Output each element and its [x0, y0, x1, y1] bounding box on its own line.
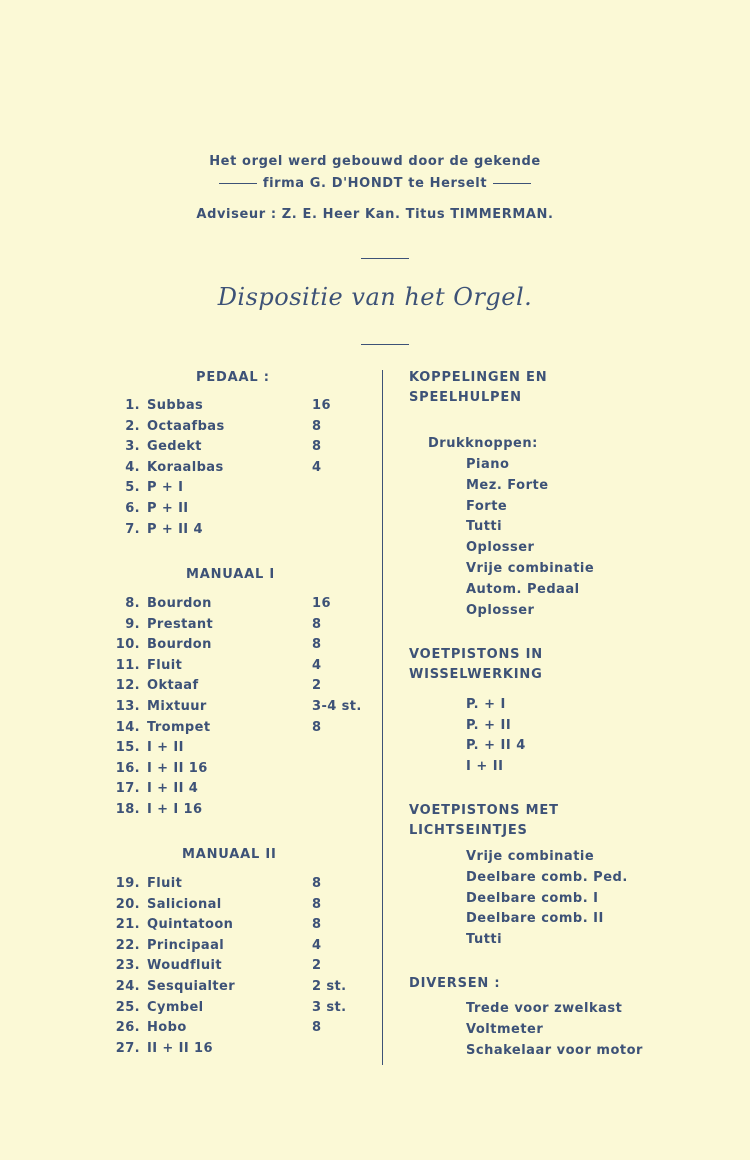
- stop-name: Woudfluit: [147, 958, 223, 974]
- divider-bottom: [361, 344, 409, 345]
- stop-name: P + II 4: [147, 521, 203, 537]
- stop-pitch: 8: [312, 917, 322, 933]
- list-item: Vrije combinatie: [466, 849, 595, 864]
- stop-row: [0, 781, 380, 801]
- stop-row: [0, 876, 380, 896]
- stop-number: 4.: [125, 459, 140, 475]
- list-item: Piano: [466, 457, 510, 472]
- stop-number: 3.: [125, 439, 140, 455]
- stop-row: [0, 480, 380, 500]
- stop-number: 12.: [115, 678, 140, 694]
- stop-row: [0, 1041, 380, 1061]
- stop-number: 16.: [115, 760, 140, 776]
- stop-name: Octaafbas: [147, 418, 225, 434]
- stop-number: 5.: [125, 480, 140, 496]
- stop-row: [0, 1000, 380, 1020]
- stop-number: 23.: [115, 958, 140, 974]
- stop-row: [0, 658, 380, 678]
- stop-row: [0, 419, 380, 439]
- stop-row: [0, 897, 380, 917]
- stop-name: I + II 16: [147, 760, 208, 776]
- list-item: Tutti: [466, 519, 503, 535]
- stop-number: 11.: [115, 657, 140, 673]
- stop-number: 26.: [115, 1020, 140, 1036]
- stop-row: [0, 439, 380, 459]
- stop-row: [0, 761, 380, 781]
- diversen-heading: DIVERSEN :: [409, 976, 501, 991]
- stop-number: 15.: [115, 740, 140, 756]
- stop-name: Koraalbas: [147, 459, 224, 475]
- stop-row: [0, 501, 380, 521]
- stop-row: [0, 802, 380, 822]
- stop-pitch: 3 st.: [312, 999, 347, 1015]
- stop-pitch: 8: [312, 719, 322, 735]
- stop-number: 27.: [115, 1040, 140, 1056]
- stop-name: Prestant: [147, 616, 214, 632]
- stop-pitch: 2 st.: [312, 979, 347, 994]
- stop-name: Principaal: [147, 937, 225, 953]
- stop-name: Hobo: [147, 1020, 187, 1036]
- list-item: I + II: [466, 758, 504, 774]
- pedaal-heading: PEDAAL :: [196, 370, 270, 385]
- stop-pitch: 4: [312, 657, 322, 673]
- firm-name: firma G. D'HONDT te Herselt: [262, 176, 488, 191]
- voetpistons-licht-heading-2: LICHTSEINTJES: [409, 823, 528, 838]
- stop-number: 18.: [115, 802, 140, 817]
- stop-pitch: 3-4 st.: [312, 699, 362, 714]
- list-item: Tutti: [466, 932, 503, 948]
- stop-row: [0, 938, 380, 958]
- stop-number: 2.: [125, 418, 140, 434]
- stop-pitch: 8: [312, 418, 322, 434]
- list-item: Autom. Pedaal: [466, 581, 580, 597]
- stop-name: Oktaaf: [147, 678, 199, 694]
- stop-number: 17.: [115, 781, 140, 797]
- stop-name: Fluit: [147, 876, 183, 891]
- stop-number: 24.: [115, 979, 140, 994]
- drukknoppen-subheading: Drukknoppen:: [428, 436, 538, 451]
- stop-row: [0, 398, 380, 418]
- stop-number: 22.: [115, 937, 140, 953]
- stop-name: Quintatoon: [147, 917, 234, 933]
- stop-pitch: 8: [312, 616, 322, 632]
- stop-number: 10.: [115, 637, 140, 653]
- stop-name: II + II 16: [147, 1040, 213, 1056]
- stop-number: 13.: [115, 699, 140, 714]
- manuaal2-heading: MANUAAL II: [182, 847, 277, 862]
- stop-pitch: 2: [312, 958, 322, 974]
- stop-name: Salicional: [147, 896, 222, 912]
- stop-name: I + I 16: [147, 802, 203, 817]
- list-item: P. + II: [466, 717, 512, 733]
- stop-name: Bourdon: [147, 596, 212, 611]
- voetpistons-licht-heading-1: VOETPISTONS MET: [409, 803, 559, 818]
- stop-name: Bourdon: [147, 637, 212, 653]
- stop-pitch: 8: [312, 1020, 322, 1036]
- stop-row: [0, 720, 380, 740]
- page-title: Dispositie van het Orgel.: [217, 283, 533, 311]
- voetpistons-wissel-heading-2: WISSELWERKING: [409, 667, 543, 682]
- stop-number: 25.: [115, 999, 140, 1015]
- stop-row: [0, 740, 380, 760]
- list-item: Oplosser: [466, 602, 535, 618]
- stop-row: [0, 678, 380, 698]
- stop-row: [0, 637, 380, 657]
- list-item: Deelbare comb. Ped.: [466, 869, 628, 885]
- stop-pitch: 4: [312, 459, 322, 475]
- stop-pitch: 8: [312, 876, 322, 891]
- right-dash: [493, 183, 531, 184]
- list-item: Forte: [466, 498, 508, 514]
- koppelingen-heading-1: KOPPELINGEN EN: [409, 370, 548, 385]
- stop-row: [0, 522, 380, 542]
- stop-row: [0, 958, 380, 978]
- stop-number: 14.: [115, 719, 140, 735]
- list-item: Mez. Forte: [466, 477, 549, 493]
- intro-line-firm: [0, 176, 750, 191]
- manuaal1-heading: MANUAAL I: [186, 567, 276, 582]
- stop-pitch: 4: [312, 937, 322, 953]
- stop-name: Gedekt: [147, 439, 202, 455]
- stop-row: [0, 979, 380, 999]
- stop-name: Fluit: [147, 657, 183, 673]
- stop-pitch: 8: [312, 637, 322, 653]
- stop-name: P + II: [147, 501, 189, 516]
- stop-number: 19.: [115, 876, 140, 891]
- intro-line-adviser: Adviseur : Z. E. Heer Kan. Titus TIMMERMAN.: [196, 207, 554, 222]
- voetpistons-wissel-heading-1: VOETPISTONS IN: [409, 647, 543, 662]
- stop-number: 9.: [125, 616, 140, 632]
- stop-name: Cymbel: [147, 999, 204, 1015]
- stop-row: [0, 1020, 380, 1040]
- list-item: Deelbare comb. I: [466, 890, 599, 906]
- left-dash: [219, 183, 257, 184]
- stop-row: [0, 596, 380, 616]
- stop-name: P + I: [147, 480, 184, 496]
- stop-row: [0, 699, 380, 719]
- stop-pitch: 16: [312, 596, 331, 611]
- list-item: Voltmeter: [466, 1021, 544, 1037]
- stop-number: 1.: [125, 398, 140, 413]
- intro-line-builder: Het orgel werd gebouwd door de gekende: [209, 154, 541, 169]
- list-item: P. + II 4: [466, 738, 526, 753]
- stop-pitch: 2: [312, 678, 322, 694]
- stop-name: Trompet: [147, 719, 211, 735]
- stop-row: [0, 917, 380, 937]
- stop-name: I + II 4: [147, 781, 199, 797]
- stop-number: 8.: [125, 596, 140, 611]
- stop-name: I + II: [147, 740, 184, 756]
- column-divider: [382, 370, 383, 1065]
- stop-name: Subbas: [147, 398, 204, 413]
- koppelingen-heading-2: SPEELHULPEN: [409, 390, 522, 405]
- divider-top: [361, 258, 409, 259]
- stop-pitch: 16: [312, 398, 331, 413]
- stop-name: Sesquialter: [147, 979, 236, 994]
- list-item: Schakelaar voor motor: [466, 1042, 643, 1058]
- stop-pitch: 8: [312, 896, 322, 912]
- stop-number: 7.: [125, 521, 140, 537]
- stop-row: [0, 617, 380, 637]
- stop-row: [0, 460, 380, 480]
- stop-number: 21.: [115, 917, 140, 933]
- list-item: Trede voor zwelkast: [466, 1001, 623, 1016]
- list-item: P. + I: [466, 697, 506, 712]
- stop-pitch: 8: [312, 439, 322, 455]
- stop-number: 20.: [115, 896, 140, 912]
- list-item: Oplosser: [466, 540, 535, 556]
- stop-number: 6.: [125, 501, 140, 516]
- list-item: Deelbare comb. II: [466, 911, 604, 927]
- stop-name: Mixtuur: [147, 699, 207, 714]
- list-item: Vrije combinatie: [466, 561, 595, 576]
